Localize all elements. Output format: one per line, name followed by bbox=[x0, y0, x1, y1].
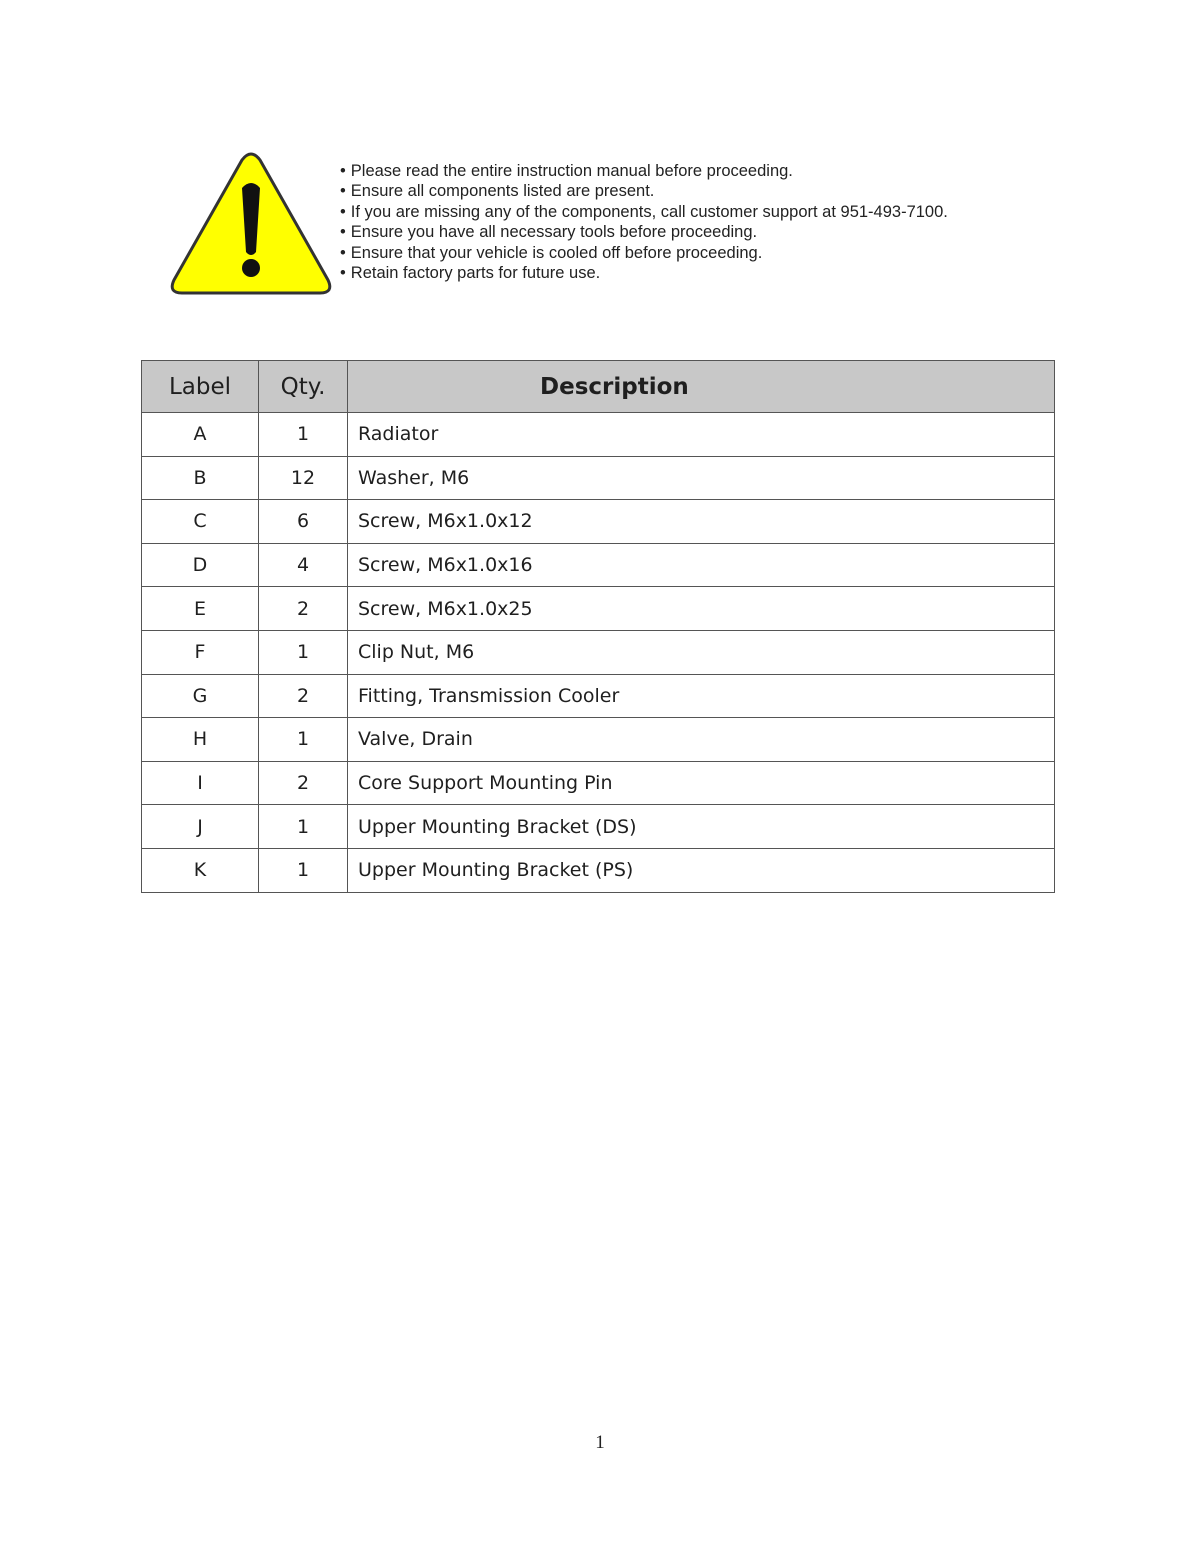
warning-triangle-icon bbox=[170, 150, 332, 296]
cell-label: F bbox=[142, 630, 259, 674]
cell-description: Clip Nut, M6 bbox=[348, 630, 1055, 674]
column-header-qty: Qty. bbox=[259, 361, 348, 413]
cell-qty: 2 bbox=[259, 674, 348, 718]
notice-item: • Please read the entire instruction manual before proceeding. bbox=[340, 161, 948, 181]
cell-label: E bbox=[142, 587, 259, 631]
cell-label: K bbox=[142, 848, 259, 892]
cell-label: D bbox=[142, 543, 259, 587]
cell-qty: 1 bbox=[259, 718, 348, 762]
cell-qty: 1 bbox=[259, 413, 348, 457]
cell-qty: 2 bbox=[259, 587, 348, 631]
parts-table bbox=[141, 360, 1055, 893]
column-header-description: Description bbox=[348, 361, 1055, 413]
cell-qty: 1 bbox=[259, 805, 348, 849]
cell-description: Upper Mounting Bracket (DS) bbox=[348, 805, 1055, 849]
cell-description: Radiator bbox=[348, 413, 1055, 457]
cell-label: B bbox=[142, 456, 259, 500]
notice-item: • Ensure all components listed are present. bbox=[340, 181, 948, 201]
cell-description: Screw, M6x1.0x16 bbox=[348, 543, 1055, 587]
cell-description: Core Support Mounting Pin bbox=[348, 761, 1055, 805]
table-row bbox=[142, 761, 1055, 805]
cell-qty: 12 bbox=[259, 456, 348, 500]
table-row bbox=[142, 805, 1055, 849]
cell-label: J bbox=[142, 805, 259, 849]
notice-item: • Ensure that your vehicle is cooled off before proceeding. bbox=[340, 243, 948, 263]
table-row bbox=[142, 630, 1055, 674]
cell-description: Screw, M6x1.0x12 bbox=[348, 500, 1055, 544]
warning-block bbox=[170, 150, 1050, 300]
notice-item: • Retain factory parts for future use. bbox=[340, 263, 948, 283]
table-row bbox=[142, 500, 1055, 544]
notice-item: • Ensure you have all necessary tools before proceeding. bbox=[340, 222, 948, 242]
table-row bbox=[142, 587, 1055, 631]
table-row bbox=[142, 456, 1055, 500]
table-row bbox=[142, 674, 1055, 718]
table-row bbox=[142, 848, 1055, 892]
cell-label: H bbox=[142, 718, 259, 762]
cell-label: G bbox=[142, 674, 259, 718]
table-header-row bbox=[142, 361, 1055, 413]
cell-label: C bbox=[142, 500, 259, 544]
table-row bbox=[142, 413, 1055, 457]
page-number: 1 bbox=[595, 1432, 605, 1453]
notice-item: • If you are missing any of the components, call customer support at 951-493-7100. bbox=[340, 202, 948, 222]
cell-description: Screw, M6x1.0x25 bbox=[348, 587, 1055, 631]
cell-qty: 1 bbox=[259, 630, 348, 674]
cell-qty: 2 bbox=[259, 761, 348, 805]
table-row bbox=[142, 543, 1055, 587]
cell-qty: 6 bbox=[259, 500, 348, 544]
cell-qty: 1 bbox=[259, 848, 348, 892]
cell-label: A bbox=[142, 413, 259, 457]
cell-qty: 4 bbox=[259, 543, 348, 587]
column-header-label: Label bbox=[142, 361, 259, 413]
cell-description: Upper Mounting Bracket (PS) bbox=[348, 848, 1055, 892]
cell-label: I bbox=[142, 761, 259, 805]
cell-description: Valve, Drain bbox=[348, 718, 1055, 762]
cell-description: Fitting, Transmission Cooler bbox=[348, 674, 1055, 718]
table-row bbox=[142, 718, 1055, 762]
notice-list bbox=[340, 161, 948, 283]
cell-description: Washer, M6 bbox=[348, 456, 1055, 500]
